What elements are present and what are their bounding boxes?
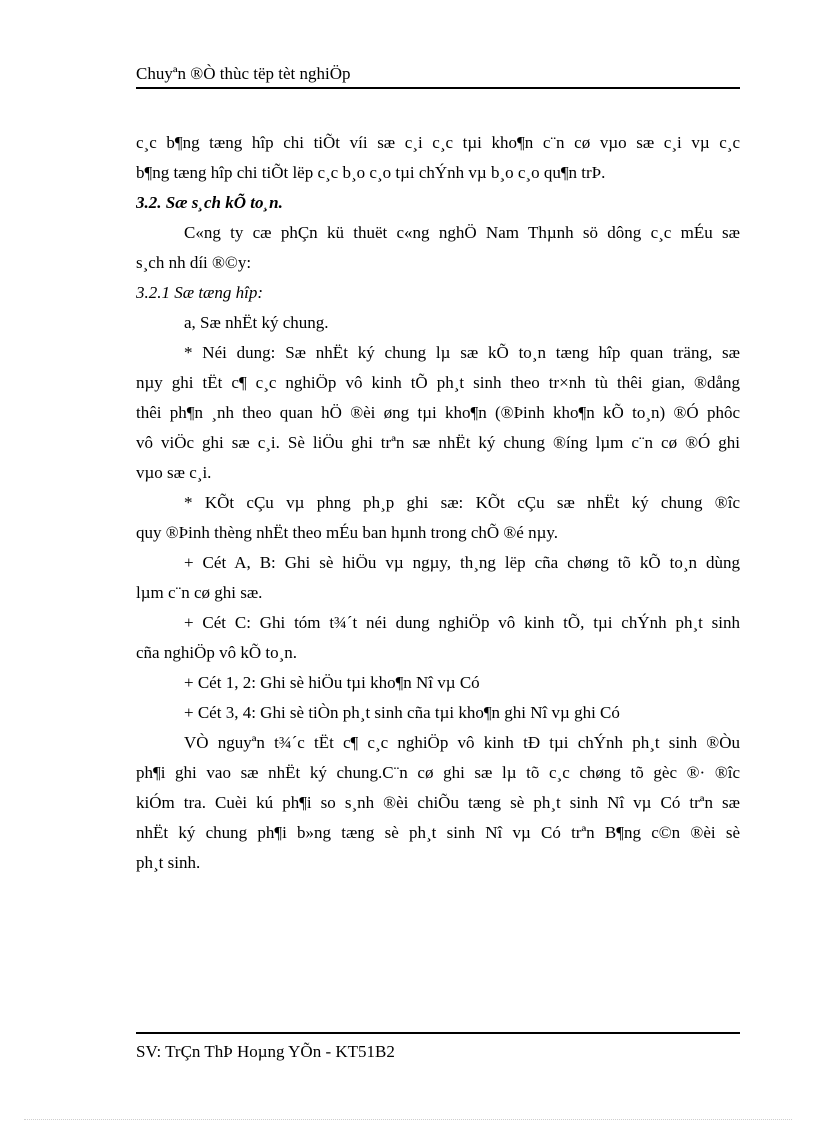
- text-line: + Cét A, B: Ghi sè hiÖu vµ ngµy, th¸ng lëp cña chøng tõ kÕ to¸n dùng: [184, 553, 740, 572]
- section-heading: 3.2. Sæ s¸ch kÕ to¸n.: [136, 193, 283, 212]
- text-line: s¸ch nh díi ®©y:: [136, 253, 252, 272]
- text-line: nµy ghi tËt c¶ c¸c nghiÖp vô kinh tÕ ph¸t sinh theo tr×nh tù thêi gian, ®dång: [136, 373, 740, 392]
- page-footer: [136, 1040, 740, 1064]
- text-line: a, Sæ nhËt ký chung.: [184, 313, 329, 332]
- text-line: * KÕt cÇu vµ phng ph¸p ghi sæ: KÕt cÇu sæ nhËt ký chung ®îc: [184, 493, 740, 512]
- footer-author: SV: TrÇn ThÞ Hoµng YÕn - KT51B2: [136, 1042, 395, 1061]
- text-line: c¸c b¶ng tæng hîp chi tiÕt víi sæ c¸i c¸c tµi kho¶n c¨n cø vµo sæ c¸i vµ c¸c: [136, 133, 740, 152]
- text-line: quy ®Þinh thèng nhËt theo mÉu ban hµnh trong chÕ ®é nµy.: [136, 523, 559, 542]
- subsection-heading: 3.2.1 Sæ tæng hîp:: [136, 283, 264, 302]
- text-line: + Cét 1, 2: Ghi sè hiÖu tµi kho¶n Nî vµ Có: [184, 673, 480, 692]
- text-line: C«ng ty cæ phÇn kü thuët c«ng nghÖ Nam Thµnh sö dông c¸c mÉu sæ: [184, 223, 740, 242]
- text-line: vô viÖc ghi sæ c¸i. Sè liÖu ghi trªn sæ nhËt ký chung ®íng lµm c¨n cø ®Ó ghi: [136, 433, 740, 452]
- text-line: b¶ng tæng hîp chi tiÕt lëp c¸c b¸o c¸o tµi chÝnh vµ b¸o c¸o qu¶n trÞ.: [136, 163, 606, 182]
- text-line: thêi ph¶n ¸nh theo quan hÖ ®èi øng tµi kho¶n (®Þinh kho¶n kÕ to¸n) ®Ó phôc: [136, 403, 740, 422]
- footer-divider: [136, 1032, 740, 1034]
- text-line: + Cét 3, 4: Ghi sè tiÒn ph¸t sinh cña tµi kho¶n ghi Nî vµ ghi Có: [184, 703, 620, 722]
- text-line: nhËt ký chung ph¶i b»ng tæng sè ph¸t sinh Nî vµ Có trªn B¶ng c©n ®èi sè: [136, 823, 740, 842]
- page-header: [136, 64, 740, 89]
- text-line: ph¶i ghi vao sæ nhËt ký chung.C¨n cø ghi sæ lµ tõ c¸c chøng tõ gèc ®· ®îc: [136, 763, 740, 782]
- page-bottom-edge: [24, 1119, 792, 1120]
- header-title: Chuyªn ®Ò thùc tëp tèt nghiÖp: [136, 64, 351, 83]
- text-line: * Néi dung: Sæ nhËt ký chung lµ sæ kÕ to¸n tæng hîp quan träng, sæ: [184, 343, 740, 362]
- text-line: + Cét C: Ghi tóm t¾´t néi dung nghiÖp vô kinh tÕ, tµi chÝnh ph¸t sinh: [184, 613, 740, 632]
- text-line: vµo sæ c¸i.: [136, 463, 212, 482]
- text-line: kiÓm tra. Cuèi kú ph¶i so s¸nh ®èi chiÕu tæng sè ph¸t sinh Nî vµ Có trªn sæ: [136, 793, 740, 812]
- text-line: VÒ nguyªn t¾´c tËt c¶ c¸c nghiÖp vô kinh tÐ tµi chÝnh ph¸t sinh ®Òu: [184, 733, 740, 752]
- text-line: ph¸t sinh.: [136, 853, 201, 872]
- text-line: lµm c¨n cø ghi sæ.: [136, 583, 263, 602]
- document-body: [136, 128, 740, 878]
- text-line: cña nghiÖp vô kÕ to¸n.: [136, 643, 298, 662]
